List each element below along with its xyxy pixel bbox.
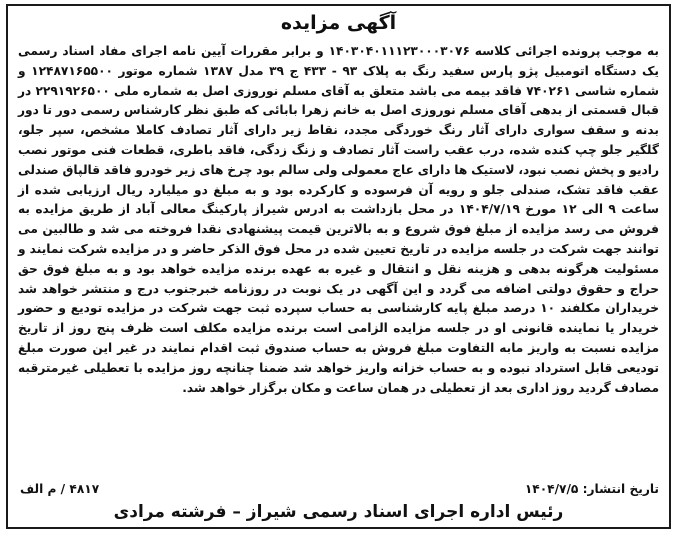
publish-date-line: [525, 480, 659, 498]
notice-frame: [6, 4, 671, 529]
notice-body-paragraph: به موجب پرونده اجرائی کلاسه ۱۴۰۳۰۴۰۱۱۱۲۳۰۰۰۳۰۷۶ و برابر مقررات آیین نامه اجرای مفاد اسناد رسمی یک دستگاه اتومبیل پژو پارس سفید رنگ به پلاک ۹۳ - ۴۳۳ ج ۳۹ مدل ۱۳۸۷ شماره موتور ۱۲۴۸۷۱۶۵۵۰۰ و شماره شاسی ۷۴۰۲۶۱ فاقد بیمه می باشد متعلق به آقای مسلم نوروزی اصل به شماره ملی ۲۲۹۱۹۲۶۵۰۰ در قبال قسمتی از بدهی آقای مسلم نوروزی اصل به خانم زهرا بابائی که طبق نظر کارشناس رسمی دور تا دور بدنه و سقف سواری دارای آثار رنگ خوردگی مجدد، نقاط زیر دارای آثار تصادف کاملا مشخص، سپر جلو، گلگیر جلو چپ کنده شده، درب عقب راست آثار تصادف و زنگ زدگی، فاقد باطری، قطعات فنی موتور نصب رادیو و پخش نصب نبود، لاستیک ها دارای عاج معمولی ولی سالم بود چرخ های زیر خودرو فاقد قالپاق صندلی عقب فاقد تشک، صندلی جلو و رویه آن فرسوده و کارکرده بود و به مبلغ دو میلیارد ریال ارزیابی شده از ساعت ۹ الی ۱۲ مورخ ۱۴۰۴/۷/۱۹ در محل بازداشت به ادرس شیراز پارکینگ معالی آباد از طریق مزایده به فروش می رسد مزایده از مبلغ فوق شروع و به بالاترین قیمت پیشنهادی نقدا فروخته می شد و طالبین می توانند جهت شرکت در جلسه مزایده در تاریخ تعیین شده در محل فوق الذکر حاضر و در مزایده شرکت نمایند و مسئولیت هرگونه بدهی و هزینه نقل و انتقال و غیره به عهده برنده مزایده خواهد بود و به مبلغ فوق حق حراج و حقوق دولتی اضافه می گردد و این آگهی در یک نوبت در روزنامه خبرجنوب درج و منتشر خواهد شد خریداران مکلفند ۱۰ درصد مبلغ پایه کارشناسی به حساب سپرده ثبت جهت شرکت در مزایده تودیع و حضور خریدار یا نماینده قانونی او در جلسه مزایده الزامی است برنده مزایده مکلف است ظرف پنج روز از تاریخ مزایده نسبت به واریز مابه التفاوت مبلغ فروش به حساب صندوق ثبت اقدام نمایند در غیر این صورت مبلغ تودیعی قابل استرداد نبوده و به حساب خزانه واریز خواهد شد ضمنا چنانچه روز مزایده با تعطیلی غیرمترقبه مصادف گردید روز اداری بعد از تعطیلی در همان ساعت و مکان برگزار خواهد شد.: [18, 44, 659, 395]
notice-body: [18, 42, 659, 398]
publish-date-value: ۱۴۰۴/۷/۵: [524, 482, 579, 496]
reference-code: ۴۸۱۷ / م الف: [20, 482, 100, 496]
publish-date-label: تاریخ انتشار:: [582, 482, 659, 496]
notice-title: آگهی مزایده: [280, 12, 397, 34]
signature-line: رئیس اداره اجرای اسناد رسمی شیراز – فرشته مرادی: [113, 502, 564, 522]
notice-meta-row: [20, 480, 659, 498]
